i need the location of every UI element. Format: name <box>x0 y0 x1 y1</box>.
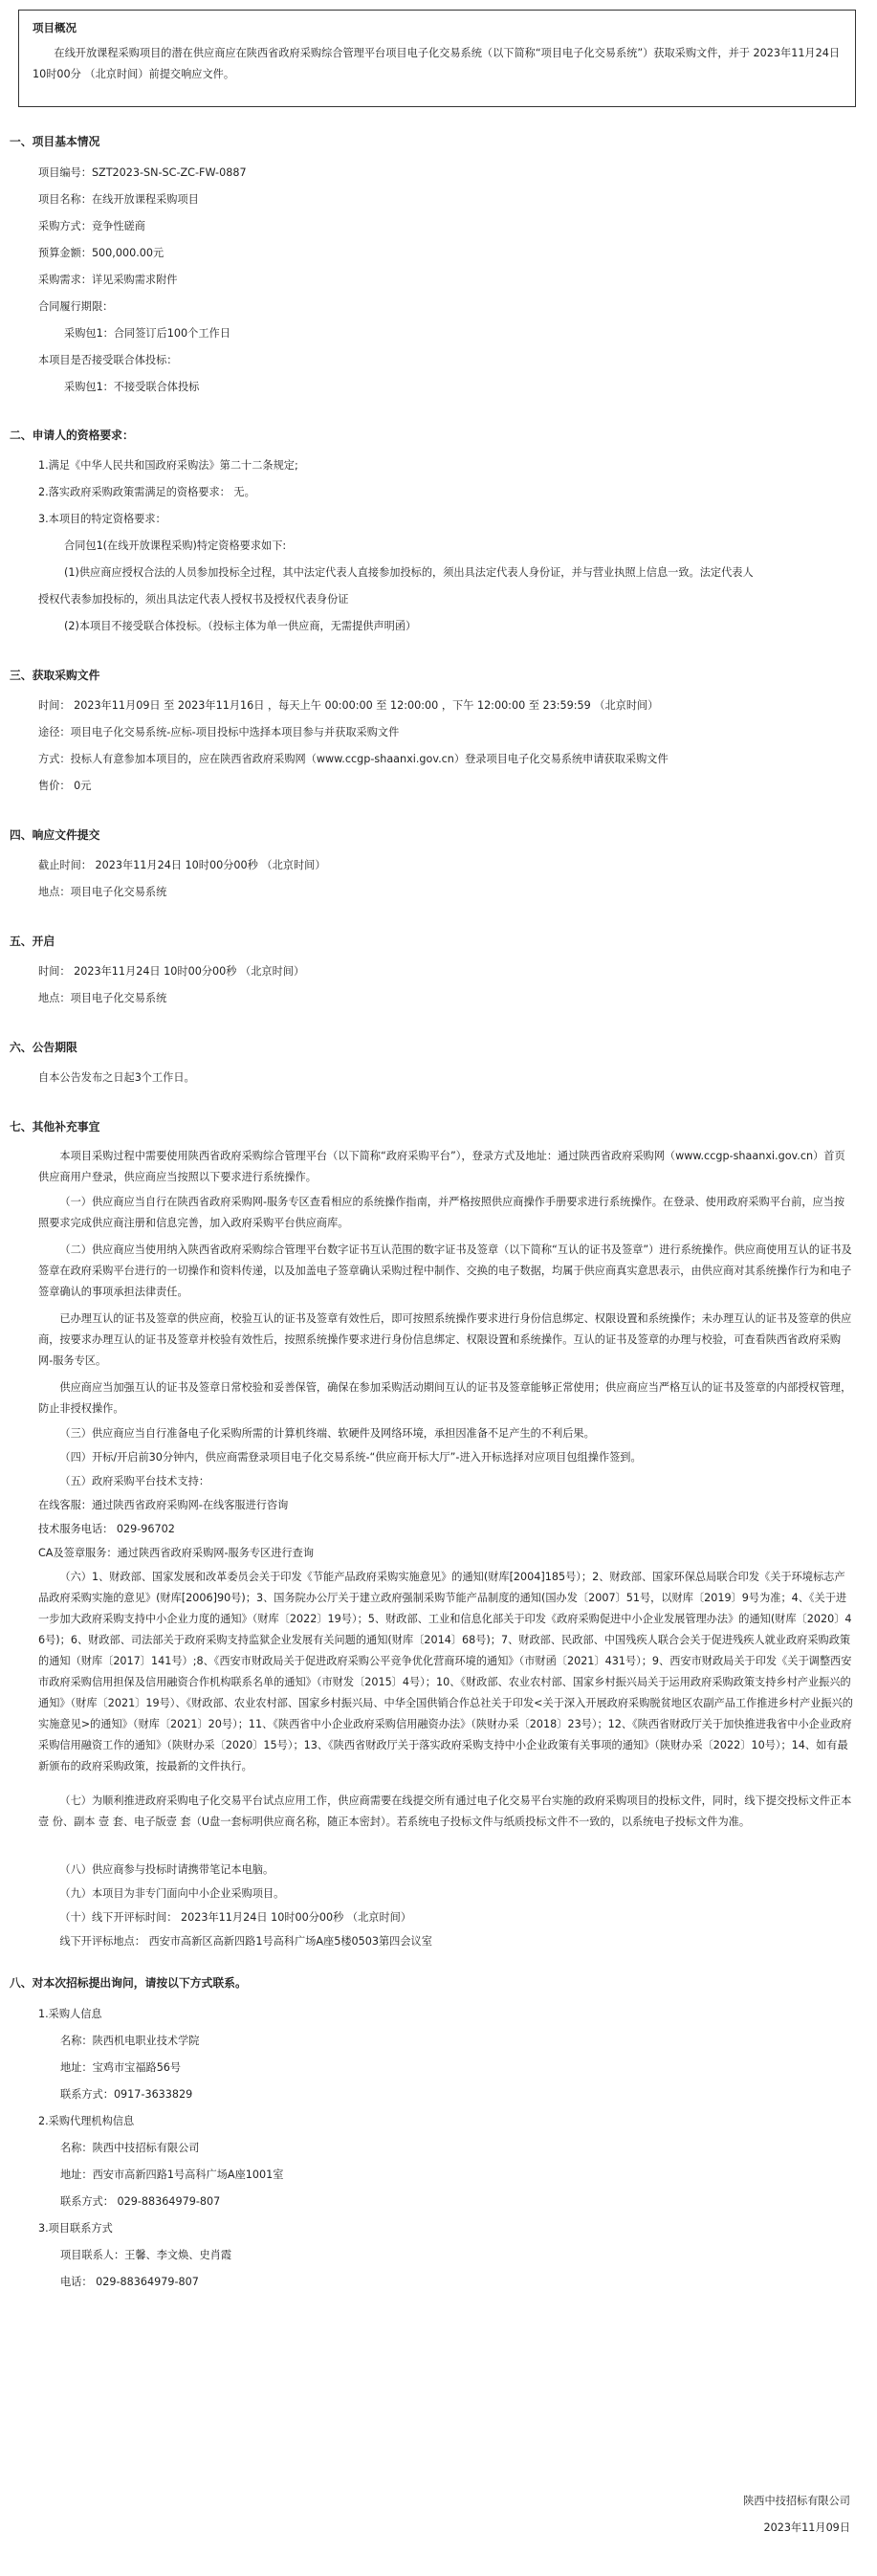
project-name: 项目名称：在线开放课程采购项目 <box>38 193 199 206</box>
other-p16: （十）线下开评标时间： 2023年11月24日 10时00分00秒 （北京时间） <box>59 1911 412 1924</box>
tech-support-ca: CA及签章服务：通过陕西省政府采购网-服务专区进行查询 <box>38 1547 315 1559</box>
project-contact-phone: 电话： 029-88364979-807 <box>60 2276 199 2288</box>
footer-date: 2023年11月09日 <box>763 2521 850 2534</box>
other-p3: （二）供应商应当使用纳入陕西省政府采购综合管理平台数字证书互认范围的数字证书及签章（以下简称“互认的证书及签章”）进行系统操作。供应商使用互认的证书及签章在政府采购平台进行的一切操作和资料传递，以及加盖电子签章确认采购过程中制作、交换的电子数据，均属于供应商真实意思表示，由供应商对其系统操作行为和电子签章确认的事项承担法律责任。 <box>38 1244 852 1298</box>
purchaser-name: 名称：陕西机电职业技术学院 <box>60 2035 200 2047</box>
submission-deadline: 截止时间： 2023年11月24日 10时00分00秒 （北京时间） <box>38 859 326 871</box>
purchaser-info-heading: 1.采购人信息 <box>38 2008 102 2020</box>
agency-info-heading: 2.采购代理机构信息 <box>38 2115 135 2127</box>
qualification-1: 1.满足《中华人民共和国政府采购法》第二十二条规定; <box>38 459 298 472</box>
contract-period-pkg1: 采购包1：合同签订后100个工作日 <box>64 327 230 340</box>
agency-phone: 联系方式： 029-88364979-807 <box>60 2195 221 2208</box>
other-p13: （七）为顺利推进政府采购电子化交易平台试点应用工作，供应商需要在线提交所有通过电子化交易平台实施的政府采购项目的投标文件，同时，线下提交投标文件正本 壹 份、副本 壹 套、电子版壹 套（U盘一套标明供应商名称，随正本密封）。若系统电子投标文件与纸质投标文件不一致的，以系统电子投标文件为准。 <box>38 1794 852 1828</box>
footer-organization: 陕西中技招标有限公司 <box>743 2495 850 2507</box>
other-p1: 本项目采购过程中需要使用陕西省政府采购综合管理平台（以下简称“政府采购平台”），登录方式及地址：通过陕西省政府采购网（www.ccgp-shaanxi.gov.cn）首页供应商用户登录，供应商应当按照以下要求进行系统操作。 <box>38 1150 845 1183</box>
tech-support-phone: 技术服务电话： 029-96702 <box>38 1523 175 1535</box>
project-number: 项目编号：SZT2023-SN-SC-ZC-FW-0887 <box>38 166 247 179</box>
other-p12-policies: （六）1、财政部、国家发展和改革委员会关于印发《节能产品政府采购实施意见》的通知(财库[2004]185号）；2、财政部、国家环保总局联合印发《关于环境标志产品政府采购实施的意见》(财库[2006]90号)；3、国务院办公厅关于建立政府强制采购节能产品制度的通知(国办发〔2007〕51号，以财库〔2019〕9号为准；4、《关于进一步加大政府采购支持中小企业力度的通知》（财库〔2022〕19号）；5、财政部、工业和信息化部关于印发《政府采购促进中小企业发展管理办法》的通知(财库〔2020〕46号)；6、财政部、司法部关于政府采购支持监狱企业发展有关问题的通知(财库〔2014〕68号)；7、财政部、民政部、中国残疾人联合会关于促进残疾人就业政府采购政策的通知（财库〔2017〕141号）;8、《西安市财政局关于促进政府采购公平竞争优化营商环境的通知》（市财函〔2021〕431号）；9、西安市财政局关于印发《关于调整西安市政府采购信用担保及信用融资合作机构联系名单的通知》（市财发〔2015〕4号）；10、《财政部、农业农村部、国家乡村振兴局关于运用政府采购政策支持乡村产业振兴的通知》（财库〔2021〕19号）、《财政部、农业农村部、国家乡村振兴局、中华全国供销合作总社关于印发<关于深入开展政府采购脱贫地区农副产品工作推进乡村产业振兴的实施意见>的通知》（财库〔2021〕20号）；11、《陕西省中小企业政府采购信用融资办法》（陕财办采〔2018〕23号）；12、《陕西省财政厅关于加快推进我省中小企业政府采购信用融资工作的通知》（陕财办采〔2020〕15号）；13、《陕西省财政厅关于落实政府采购支持中小企业政策有关事项的通知》（陕财办采〔2022〕10号）；14、如有最新颁布的政府采购政策，按最新的文件执行。 <box>38 1571 853 1772</box>
submission-location: 地点：项目电子化交易系统 <box>38 886 167 898</box>
section-title-submission: 四、响应文件提交 <box>10 828 100 842</box>
other-p17: 线下开评标地点： 西安市高新区高新四路1号高科广场A座5楼0503第四会议室 <box>59 1935 432 1948</box>
purchaser-phone: 联系方式：0917-3633829 <box>60 2088 193 2101</box>
qualification-pkg1-item1a: (1)供应商应授权合法的人员参加投标全过程，其中法定代表人直接参加投标的，须出具法定代表人身份证，并与营业执照上信息一致。法定代表人 <box>64 566 754 579</box>
notice-period-text: 自本公告发布之日起3个工作日。 <box>38 1071 195 1084</box>
summary-text: 在线开放课程采购项目的潜在供应商应在陕西省政府采购综合管理平台项目电子化交易系统（以下简称“项目电子化交易系统”）获取采购文件，并于 2023年11月24日 10时00分 （北京时间）前提交响应文件。 <box>33 47 841 80</box>
other-p2: （一）供应商应当自行在陕西省政府采购网-服务专区查看相应的系统操作指南，并严格按照供应商操作手册要求进行系统操作。在登录、使用政府采购平台前，应当按照要求完成供应商注册和信息完善，加入政府采购平台供应商库。 <box>38 1196 845 1229</box>
procurement-requirement: 采购需求：详见采购需求附件 <box>38 274 178 286</box>
qualification-3: 3.本项目的特定资格要求： <box>38 513 166 525</box>
tech-support-online: 在线客服：通过陕西省政府采购网-在线客服进行咨询 <box>38 1499 289 1511</box>
section-title-opening: 五、开启 <box>10 935 55 948</box>
other-p14: （八）供应商参与投标时请携带笔记本电脑。 <box>59 1863 274 1876</box>
qualification-pkg1: 合同包1(在线开放课程采购)特定资格要求如下: <box>64 539 287 552</box>
qualification-pkg1-item1b: 授权代表参加投标的，须出具法定代表人授权书及授权代表身份证 <box>38 593 349 605</box>
other-p8: （五）政府采购平台技术支持： <box>59 1475 210 1487</box>
get-docs-time: 时间： 2023年11月09日 至 2023年11月16日 ，每天上午 00:00:00 至 12:00:00 ，下午 12:00:00 至 23:59:59 （北京时间） <box>38 699 659 712</box>
contract-period-label: 合同履行期限： <box>38 300 114 313</box>
purchaser-address: 地址：宝鸡市宝福路56号 <box>60 2061 182 2074</box>
consortium-question: 本项目是否接受联合体投标： <box>38 354 178 366</box>
opening-location: 地点：项目电子化交易系统 <box>38 992 167 1004</box>
agency-name: 名称：陕西中技招标有限公司 <box>60 2142 200 2154</box>
other-p6: （三）供应商应当自行准备电子化采购所需的计算机终端、软硬件及网络环境，承担因准备不足产生的不利后果。 <box>59 1427 595 1440</box>
other-p15: （九）本项目为非专门面向中小企业采购项目。 <box>59 1887 285 1900</box>
other-p4: 已办理互认的证书及签章的供应商，校验互认的证书及签章有效性后，即可按照系统操作要求进行身份信息绑定、权限设置和系统操作；未办理互认的证书及签章的供应商，按要求办理互认的证书及签章并校验有效性后，按照系统操作要求进行身份信息绑定、权限设置和系统操作。互认的证书及签章的办理与校验，可查看陕西省政府采购网-服务专区。 <box>38 1312 852 1367</box>
get-docs-method: 方式：投标人有意参加本项目的，应在陕西省政府采购网（www.ccgp-shaanxi.gov.cn）登录项目电子化交易系统申请获取采购文件 <box>38 753 669 765</box>
qualification-2: 2.落实政府采购政策需满足的资格要求： 无。 <box>38 486 255 498</box>
budget-amount: 预算金额：500,000.00元 <box>38 247 164 259</box>
procurement-method: 采购方式：竞争性磋商 <box>38 220 145 232</box>
section-title-basic-info: 一、项目基本情况 <box>10 135 100 148</box>
get-docs-price: 售价： 0元 <box>38 780 92 792</box>
other-p5: 供应商应当加强互认的证书及签章日常校验和妥善保管，确保在参加采购活动期间互认的证书及签章能够正常使用；供应商应当严格互认的证书及签章的内部授权管理，防止非授权操作。 <box>38 1381 852 1415</box>
summary-title: 项目概况 <box>33 21 77 34</box>
qualification-pkg1-item2: (2)本项目不接受联合体投标。（投标主体为单一供应商，无需提供声明函） <box>64 620 417 632</box>
project-contact-persons: 项目联系人：王馨、李文焕、史肖霞 <box>60 2249 232 2261</box>
opening-time: 时间： 2023年11月24日 10时00分00秒 （北京时间） <box>38 965 305 978</box>
section-title-get-docs: 三、获取采购文件 <box>10 669 100 682</box>
section-title-other-matters: 七、其他补充事宜 <box>10 1120 100 1134</box>
get-docs-channel: 途径：项目电子化交易系统-应标-项目投标中选择本项目参与并获取采购文件 <box>38 726 400 738</box>
section-title-qualification: 二、申请人的资格要求： <box>10 429 134 442</box>
project-summary-box <box>18 10 856 107</box>
other-p7: （四）开标/开启前30分钟内，供应商需登录项目电子化交易系统-“供应商开标大厅”-进入开标选择对应项目包组操作签到。 <box>59 1451 642 1464</box>
agency-address: 地址：西安市高新四路1号高科广场A座1001室 <box>60 2169 284 2181</box>
consortium-pkg1: 采购包1：不接受联合体投标 <box>64 381 200 393</box>
section-title-notice-period: 六、公告期限 <box>10 1041 77 1054</box>
section-title-contact: 八、对本次招标提出询问，请按以下方式联系。 <box>10 1976 247 1990</box>
project-contact-heading: 3.项目联系方式 <box>38 2222 113 2235</box>
